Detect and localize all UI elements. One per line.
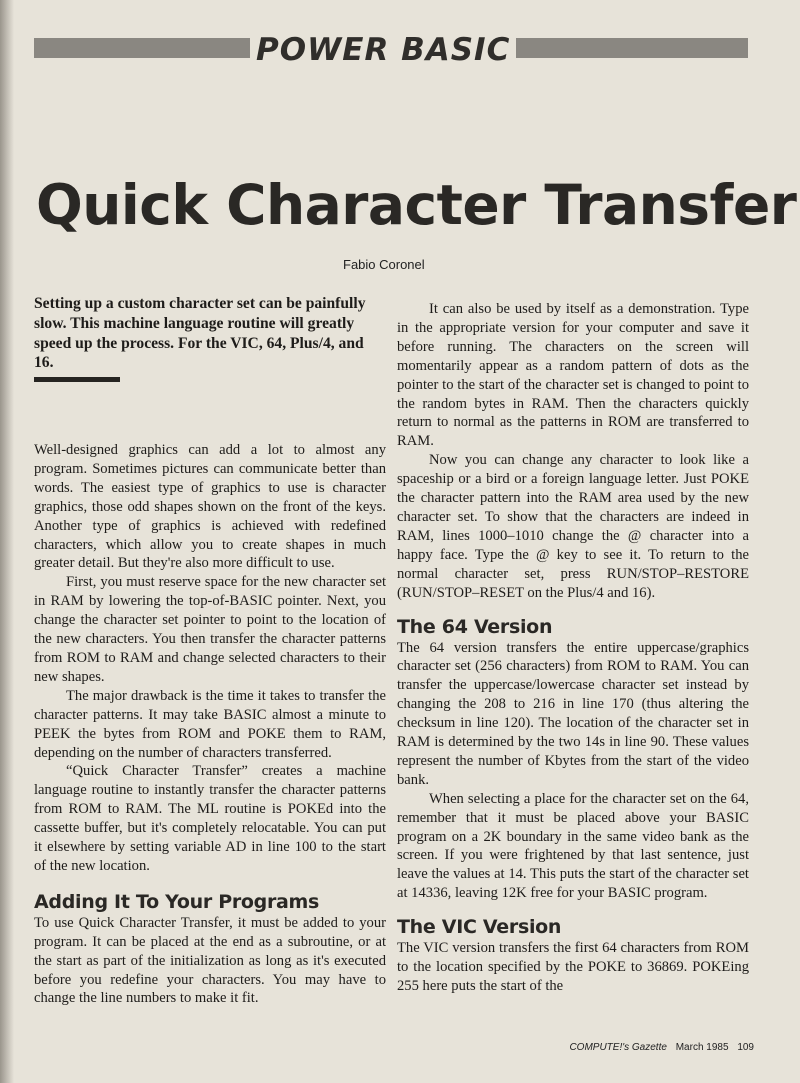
footer-magazine: COMPUTE!'s Gazette xyxy=(569,1042,667,1053)
article-title: Quick Character Transfer xyxy=(36,173,797,237)
demo-paragraph-1: It can also be used by itself as a demonstration. Type in the appropriate version for your computer and save it before running. The characters on the screen will momentarily appear as a random pattern of dots as the pointer to the start of the character set is changed to point to the random bytes in RAM. Then the characters quickly return to normal as the patterns in ROM are transferred to RAM. xyxy=(397,301,749,450)
section-header-label: POWER BASIC xyxy=(250,32,516,68)
demo-paragraph-2: Now you can change any character to look like a spaceship or a bird or a foreign language letter. Just POKE the character pattern into the RAM area used by the new character set. To show that the characters are indeed in RAM, lines 1000–1010 change the @ character into a happy face. Type the @ key to see it. To return to the normal character set, press RUN/STOP–RESTORE (RUN/STOP–RESET on the Plus/4 and 16). xyxy=(397,452,749,601)
adding-heading: Adding It To Your Programs xyxy=(34,890,320,913)
intro-paragraph-1: Well-designed graphics can add a lot to almost any program. Sometimes pictures can communicate better than words. The easiest type of graphics to use is character graphics, those odd shapes shown on the front of the keys. Another type of graphics is achieved with redefined characters, which allow you to create shapes in much greater detail. But they're also more difficult to use. xyxy=(34,442,386,572)
footer-page-number: 109 xyxy=(737,1042,754,1053)
vic-paragraph: The VIC version transfers the first 64 characters from ROM to the location specified by the POKE to 36869. POKEing 255 here puts the start of the xyxy=(397,940,749,994)
deck-rule xyxy=(34,377,120,382)
intro-paragraph-2: First, you must reserve space for the new character set in RAM by lowering the top-of-BASIC pointer. Next, you change the character set pointer to point to the location of the new characters. You then transfer the character patterns from ROM to RAM and change selected characters to their new shapes. xyxy=(34,574,386,685)
page-footer xyxy=(569,1042,754,1053)
page-edge-shadow xyxy=(0,0,14,1083)
footer-issue: March 1985 xyxy=(675,1042,729,1053)
author-byline: Fabio Coronel xyxy=(343,257,425,272)
intro-paragraph-3: The major drawback is the time it takes to transfer the character patterns. It may take BASIC almost a minute to PEEK the bytes from ROM and POKE them to RAM, depending on the number of characters transferred. xyxy=(34,687,386,761)
left-column xyxy=(34,441,386,1008)
vic-heading: The VIC Version xyxy=(397,916,562,939)
v64-paragraph-1: The 64 version transfers the entire uppercase/graphics character set (256 characters) from ROM to RAM. You can transfer the uppercase/lowercase character set instead by changing the 208 to 216 in line 170 (thus altering the checksum in line 120). The location of the character set in RAM is determined by the two 14s in line 90. These values represent the number of Kbytes from the start of the video bank. xyxy=(397,639,749,788)
article-deck: Setting up a custom character set can be painfully slow. This machine language routine will greatly speed up the process. For the VIC, 64, Plus/4, and 16. xyxy=(34,295,366,372)
v64-paragraph-2: When selecting a place for the character set on the 64, remember that it must be placed above your BASIC program on a 2K boundary in the same video bank as the screen. If you were frightened by that last sentence, just leave the values at 14. This puts the start of the character set at 14336, leaving 12K free for your BASIC program. xyxy=(397,790,749,902)
right-column xyxy=(397,300,749,996)
v64-heading: The 64 Version xyxy=(397,615,553,638)
adding-paragraph: To use Quick Character Transfer, it must be added to your program. It can be placed at the end as a subroutine, or at the start as part of the initialization as long as it's executed before you redefine your characters. You may have to change the line numbers to make it fit. xyxy=(34,914,386,1007)
intro-paragraph-4: “Quick Character Transfer” creates a machine language routine to instantly transfer the character patterns from ROM to RAM. The ML routine is POKEd into the cassette buffer, but it's completely relocatable. You can put it elsewhere by setting variable AD in line 100 to the start of the new location. xyxy=(34,763,386,874)
